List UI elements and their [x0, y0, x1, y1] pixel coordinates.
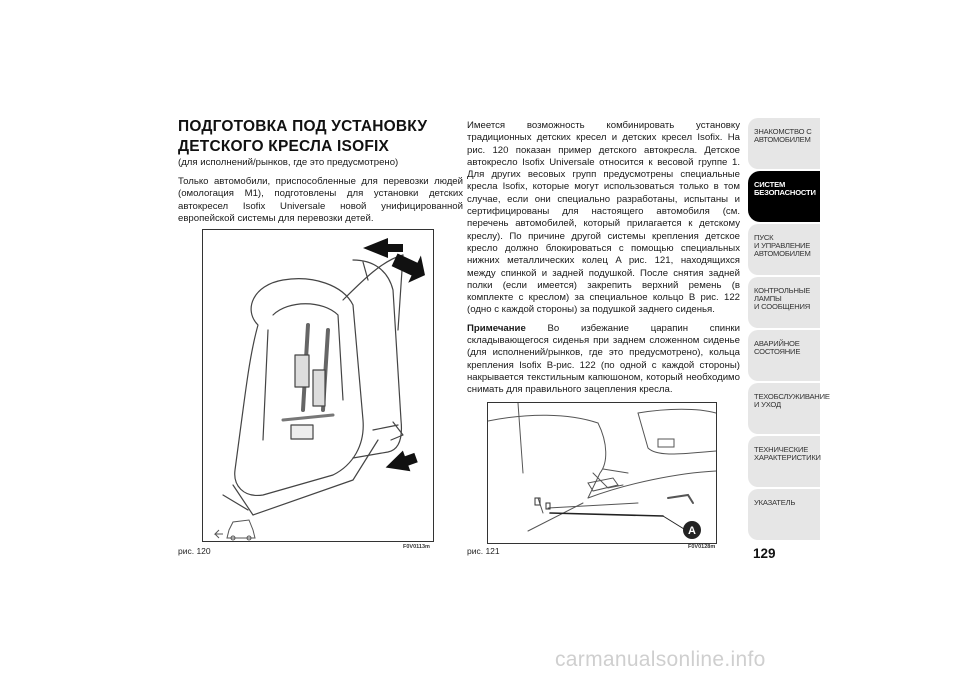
- section-subtitle: (для исполнений/рынков, где это предусмотрено): [178, 157, 399, 168]
- tab-line: ЗНАКОМСТВО С: [754, 127, 812, 136]
- isofix-anchors-illustration: [488, 403, 716, 543]
- tab-line: ТЕХОБСЛУЖИВАНИЕ: [754, 392, 830, 401]
- child-seat-illustration: [203, 230, 433, 541]
- tab-line: И УХОД: [754, 400, 781, 410]
- figure-121-code: F0V0128m: [688, 544, 716, 550]
- figure-120-child-seat: [202, 229, 434, 542]
- tab-line: СИСТЕМ: [754, 180, 786, 189]
- figure-121-isofix-anchors: [487, 402, 717, 544]
- tab-safety[interactable]: [748, 171, 820, 222]
- figure-121-label: рис. 121: [467, 546, 500, 556]
- tab-line: И СООБЩЕНИЯ: [754, 302, 811, 312]
- tab-warning-lights[interactable]: [748, 277, 820, 328]
- tab-index[interactable]: [748, 489, 820, 540]
- note-text: Во избежание царапин спинки складывающегося сиденья при заднем сложенном сиденье (для исполнений/рынков, где это предусмотрено), кольца крепления Isofix B-рис. 122 (по одной с каждой стороны) накрывается текстильным капюшоном, который необходимо снимать для правильного зацепления кресла.: [467, 322, 740, 396]
- figure-120-label: рис. 120: [178, 546, 211, 556]
- tab-line: АВАРИЙНОЕ: [754, 339, 800, 348]
- tab-line: АВТОМОБИЛЕМ: [754, 249, 811, 259]
- tab-line: СОСТОЯНИЕ: [754, 347, 801, 357]
- page-title: ПОДГОТОВКА ПОД УСТАНОВКУ ДЕТСКОГО КРЕСЛА ISOFIX: [178, 118, 428, 155]
- figure-120-code: F0V0113m: [403, 544, 430, 550]
- tab-driving[interactable]: [748, 224, 820, 275]
- body-paragraph: Имеется возможность комбинировать установку традиционных детских кресел и детских кресел Isofix. На рис. 120 показан пример детского автокресла. Детское автокресло Isofix Universale относится к весовой группе 1. Для других весовых групп предусмотрены специальные кресла Isofix, которые могут использоваться только в том случае, если они специально разработаны, испытаны и сертифицированы для настоящего автомобиля (см. перечень автомобилей, который прилагается к детскому креслу). По причине другой системы крепления детское кресло должно блокироваться с помощью специальных нижних металлических колец A рис. 121, находящихся между спинкой и задней подушкой. После снятия задней полки (если имеется) закрепить верхний ремень (в комплекте с креслом) за специальное кольцо B рис. 122 (одно с каждой стороны) за подушкой заднего сиденья.: [467, 120, 740, 316]
- tab-line: И УПРАВЛЕНИЕ: [754, 241, 811, 251]
- callout-a: A: [688, 525, 696, 537]
- tab-line: АВТОМОБИЛЕМ: [754, 135, 811, 145]
- tab-line: ЛАМПЫ: [754, 294, 782, 304]
- tab-line: ПУСК: [754, 233, 774, 242]
- page-number: 129: [753, 546, 776, 561]
- tab-line: УКАЗАТЕЛЬ: [754, 498, 796, 507]
- tab-line: ТЕХНИЧЕСКИЕ: [754, 445, 809, 454]
- tab-maintenance[interactable]: [748, 383, 830, 434]
- watermark: carmanualsonline.info: [555, 648, 766, 671]
- tab-line: ХАРАКТЕРИСТИКИ: [754, 453, 821, 463]
- tab-specifications[interactable]: [748, 436, 820, 487]
- note-paragraph: [467, 323, 740, 397]
- note-label: Примечание: [467, 322, 526, 334]
- chapter-tabs: [748, 118, 830, 542]
- main-text-column: [467, 120, 740, 403]
- lead-paragraph: Только автомобили, приспособленные для перевозки людей (омологация M1), подготовлены для установки детских автокресел Isofix Universale новой унифицированной европейской системы для перевозки детей.: [178, 176, 463, 224]
- tab-line: КОНТРОЛЬНЫЕ: [754, 286, 811, 295]
- tab-line: БЕЗОПАСНОСТИ: [754, 188, 816, 198]
- tab-intro[interactable]: [748, 118, 820, 169]
- tab-emergency[interactable]: [748, 330, 820, 381]
